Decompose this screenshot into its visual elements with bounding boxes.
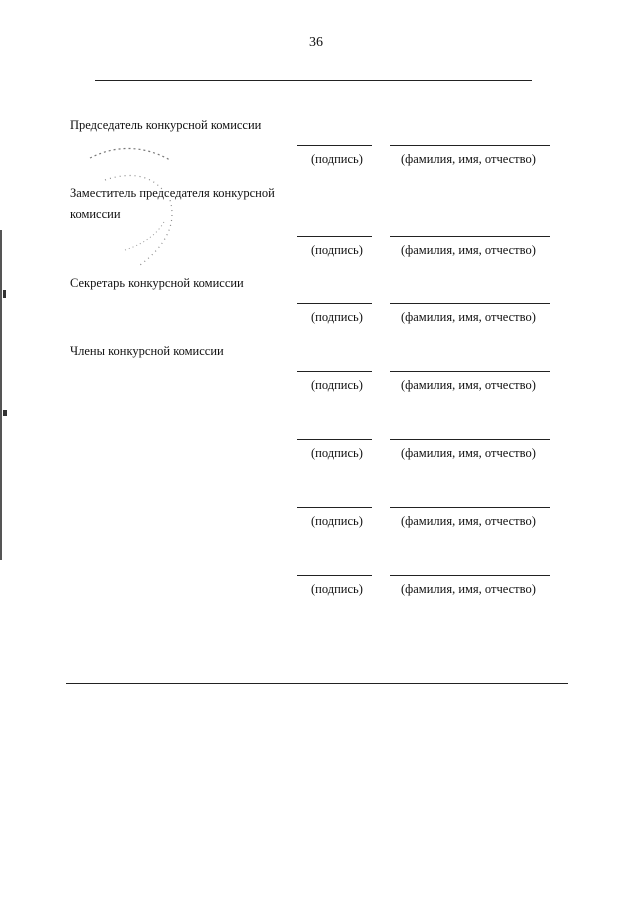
signature-line	[297, 371, 372, 372]
name-line	[390, 507, 550, 508]
signature-line	[297, 439, 372, 440]
name-caption: (фамилия, имя, отчество)	[401, 514, 536, 528]
name-caption: (фамилия, имя, отчество)	[401, 243, 536, 257]
name-line	[390, 575, 550, 576]
name-line	[390, 145, 550, 146]
signature-caption: (подпись)	[311, 446, 363, 460]
name-line	[390, 236, 550, 237]
name-line	[390, 303, 550, 304]
chairman-label: Председатель конкурсной комиссии	[70, 118, 262, 132]
signature-caption: (подпись)	[311, 582, 363, 596]
name-caption: (фамилия, имя, отчество)	[401, 378, 536, 392]
name-caption: (фамилия, имя, отчество)	[401, 310, 536, 324]
signature-line	[297, 507, 372, 508]
deputy-chairman-label: Заместитель председателя конкурсной	[70, 186, 275, 200]
name-caption: (фамилия, имя, отчество)	[401, 446, 536, 460]
top-divider	[95, 80, 532, 81]
name-caption: (фамилия, имя, отчество)	[401, 582, 536, 596]
signature-caption: (подпись)	[311, 310, 363, 324]
signature-caption: (подпись)	[311, 514, 363, 528]
bottom-divider	[66, 683, 568, 684]
name-line	[390, 439, 550, 440]
signature-line	[297, 236, 372, 237]
scan-edge-marks	[0, 0, 8, 905]
signature-caption: (подпись)	[311, 378, 363, 392]
name-line	[390, 371, 550, 372]
members-label: Члены конкурсной комиссии	[70, 344, 224, 358]
signature-line	[297, 575, 372, 576]
signature-caption: (подпись)	[311, 152, 363, 166]
deputy-chairman-label-cont: комиссии	[70, 207, 121, 221]
secretary-label: Секретарь конкурсной комиссии	[70, 276, 244, 290]
signature-caption: (подпись)	[311, 243, 363, 257]
page-number: 36	[309, 35, 323, 50]
stamp-seal	[70, 140, 190, 275]
signature-line	[297, 145, 372, 146]
name-caption: (фамилия, имя, отчество)	[401, 152, 536, 166]
signature-line	[297, 303, 372, 304]
